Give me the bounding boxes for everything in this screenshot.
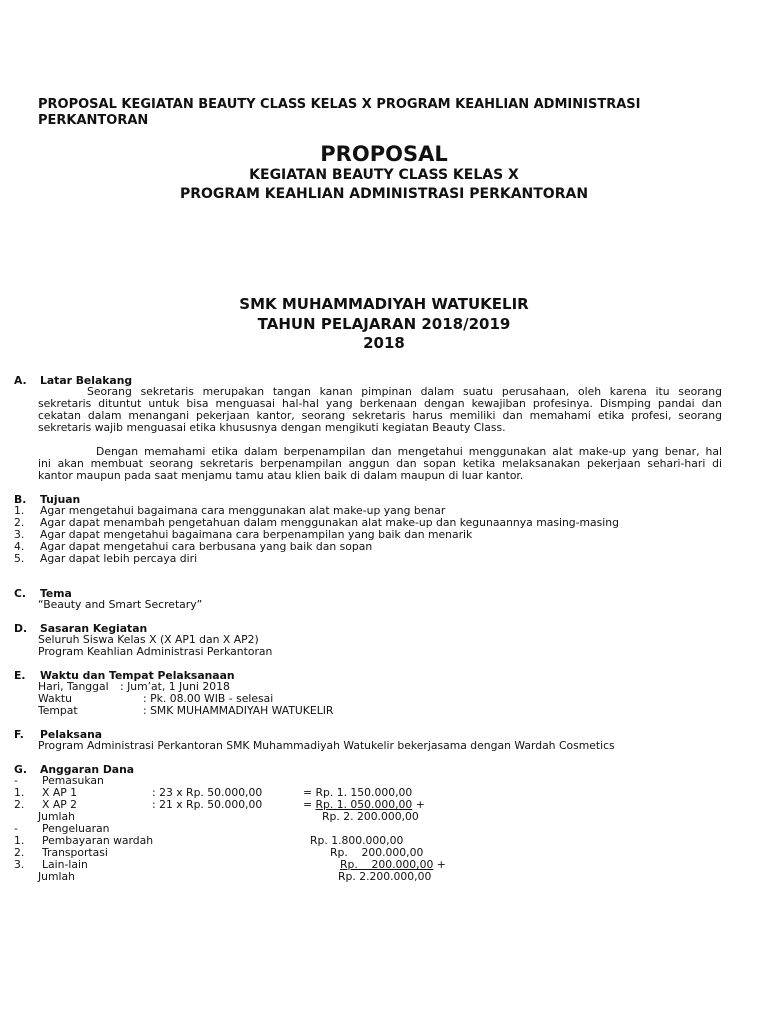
section-a-p2-line2: ini akan membuat seorang sekretaris berpenampilan anggun dan sopan ketika melaksanakan pekerjaan sehari-hari di <box>38 457 722 470</box>
tujuan-item-4: Agar dapat mengetahui cara berbusana yang baik dan sopan <box>40 540 373 553</box>
section-g-marker: G. <box>14 763 27 776</box>
section-b-marker: B. <box>14 493 27 506</box>
waktu-value-tempat: : SMK MUHAMMADIYAH WATUKELIR <box>143 704 334 717</box>
income-total-1: = Rp. 1. 150.000,00 <box>303 786 413 799</box>
waktu-label-tempat: Tempat <box>38 704 78 717</box>
income-label-2: X AP 2 <box>42 798 78 811</box>
section-a-p1-line4: sekretaris wajib menguasai etika khususnya dengan mengikuti kegiatan Beauty Class. <box>38 421 506 434</box>
waktu-value-hari: : Jum’at, 1 Juni 2018 <box>120 680 230 693</box>
tujuan-num-5: 5. <box>14 552 25 565</box>
page-title: PROPOSAL <box>320 142 448 166</box>
section-f-heading: Pelaksana <box>40 728 103 741</box>
section-d-heading: Sasaran Kegiatan <box>40 622 148 635</box>
section-a-p1-line3: cekatan dalam menangani pekerjaan kantor, seorang sekretaris harus memiliki dan memahami etika profesi, seorang <box>38 409 722 422</box>
section-a-p1-line2: sekretaris dituntut untuk bisa menguasai hal-hal yang berkenaan dengan kewajiban profesinya. Dismping pandai dan <box>38 397 722 410</box>
section-a-p1-line1: Seorang sekretaris merupakan tangan kanan pimpinan dalam suatu perusahaan, oleh karena itu seorang <box>87 385 722 398</box>
expense-num-2: 2. <box>14 846 25 859</box>
section-d-marker: D. <box>14 622 28 635</box>
expense-amount-1: Rp. 1.800.000,00 <box>310 834 404 847</box>
sasaran-line1: Seluruh Siswa Kelas X (X AP1 dan X AP2) <box>38 633 259 646</box>
pelaksana-text: Program Administrasi Perkantoran SMK Muhammadiyah Watukelir bekerjasama dengan Wardah Cosmetics <box>38 739 615 752</box>
subtitle-line1: KEGIATAN BEAUTY CLASS KELAS X <box>249 167 519 183</box>
school-name: SMK MUHAMMADIYAH WATUKELIR <box>239 295 529 313</box>
section-e-marker: E. <box>14 669 26 682</box>
expense-label-2: Transportasi <box>42 846 108 859</box>
section-a-marker: A. <box>14 374 27 387</box>
waktu-value-waktu: : Pk. 08.00 WIB - selesai <box>143 692 274 705</box>
expense-amount-3-value: Rp. 200.000,00 <box>340 858 434 871</box>
sasaran-line2: Program Keahlian Administrasi Perkantoran <box>38 645 273 658</box>
income-num-1: 1. <box>14 786 25 799</box>
expense-sum: Rp. 2.200.000,00 <box>338 870 432 883</box>
section-g-heading: Anggaran Dana <box>40 763 135 776</box>
tujuan-num-1: 1. <box>14 504 25 517</box>
school-year: TAHUN PELAJARAN 2018/2019 <box>257 315 511 333</box>
section-a-heading: Latar Belakang <box>40 374 133 387</box>
pengeluaran-label: Pengeluaran <box>42 822 110 835</box>
section-b-heading: Tujuan <box>40 493 81 506</box>
tujuan-num-3: 3. <box>14 528 25 541</box>
top-title-line2: PERKANTORAN <box>38 113 149 128</box>
income-label-1: X AP 1 <box>42 786 78 799</box>
section-c-heading: Tema <box>40 587 72 600</box>
tujuan-item-3: Agar dapat mengetahui bagaimana cara berpenampilan yang baik dan menarik <box>40 528 473 541</box>
section-a-p2-line1: Dengan memahami etika dalam berpenampilan dan mengetahui menggunakan alat make-up yang benar, hal <box>96 445 722 458</box>
tujuan-num-2: 2. <box>14 516 25 529</box>
tema-text: “Beauty and Smart Secretary” <box>38 598 203 611</box>
tujuan-num-4: 4. <box>14 540 25 553</box>
section-a-p2-line3: kantor maupun pada saat menjamu tamu atau klien baik di dalam maupun di luar kantor. <box>38 469 524 482</box>
expense-num-1: 1. <box>14 834 25 847</box>
income-sum: Rp. 2. 200.000,00 <box>322 810 419 823</box>
pengeluaran-dash: - <box>14 822 18 835</box>
section-c-marker: C. <box>14 587 27 600</box>
expense-label-3: Lain-lain <box>42 858 88 871</box>
document-year: 2018 <box>363 334 405 352</box>
expense-num-3: 3. <box>14 858 25 871</box>
waktu-label-hari: Hari, Tanggal <box>38 680 109 693</box>
expense-label-1: Pembayaran wardah <box>42 834 154 847</box>
income-total-2-prefix: = <box>303 798 316 811</box>
expense-sum-label: Jumlah <box>38 870 76 883</box>
expense-amount-2: Rp. 200.000,00 <box>330 846 424 859</box>
expense-amount-3-plus: + <box>436 858 446 871</box>
pemasukan-dash: - <box>14 774 18 787</box>
income-sum-label: Jumlah <box>38 810 76 823</box>
section-f-marker: F. <box>14 728 24 741</box>
income-total-2-plus: + <box>415 798 425 811</box>
section-e-heading: Waktu dan Tempat Pelaksanaan <box>40 669 235 682</box>
subtitle-line2: PROGRAM KEAHLIAN ADMINISTRASI PERKANTORAN <box>179 186 589 202</box>
tujuan-item-5: Agar dapat lebih percaya diri <box>40 552 198 565</box>
income-total-2-amount: Rp. 1. 050.000,00 <box>315 798 413 811</box>
tujuan-item-2: Agar dapat menambah pengetahuan dalam menggunakan alat make-up dan kegunaannya masing-masing <box>40 516 619 529</box>
income-calc-2: : 21 x Rp. 50.000,00 <box>152 798 263 811</box>
income-num-2: 2. <box>14 798 25 811</box>
waktu-label-waktu: Waktu <box>38 692 72 705</box>
income-calc-1: : 23 x Rp. 50.000,00 <box>152 786 263 799</box>
tujuan-item-1: Agar mengetahui bagaimana cara menggunakan alat make-up yang benar <box>40 504 446 517</box>
top-title-line1: PROPOSAL KEGIATAN BEAUTY CLASS KELAS X PROGRAM KEAHLIAN ADMINISTRASI <box>38 97 641 112</box>
pemasukan-label: Pemasukan <box>42 774 104 787</box>
